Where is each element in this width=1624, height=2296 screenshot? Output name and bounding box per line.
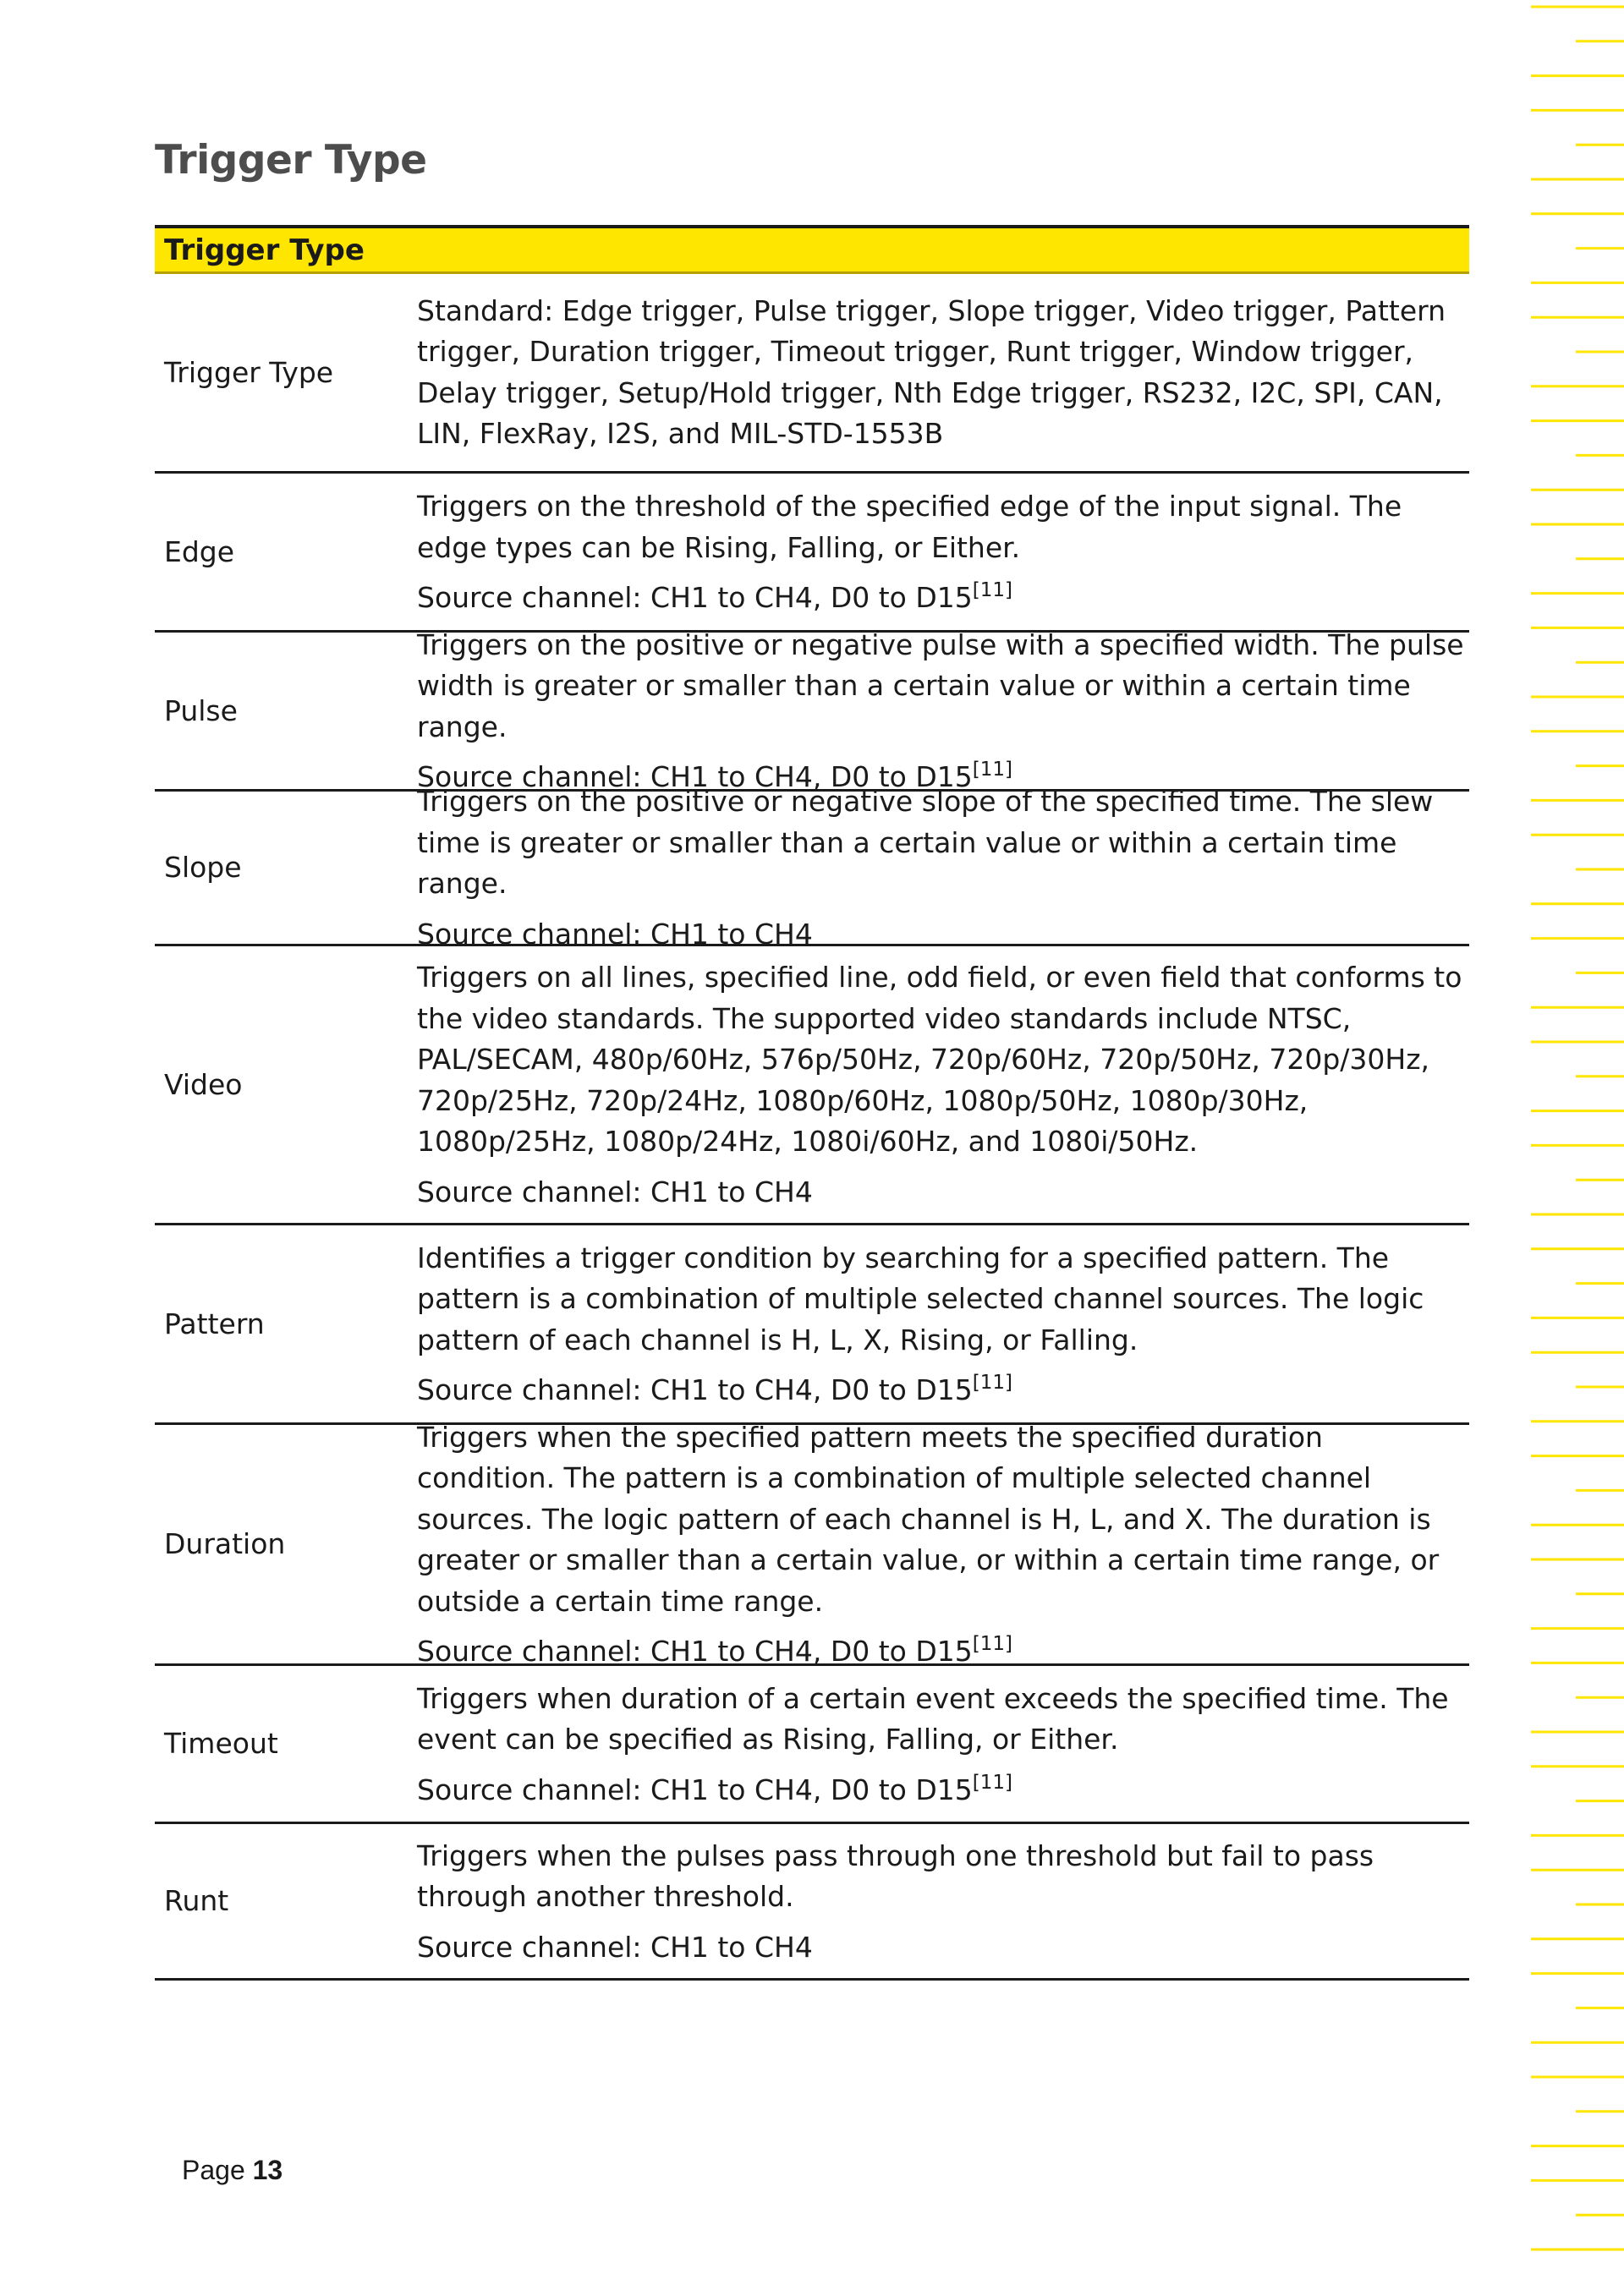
source-channel-value: Source channel: CH1 to CH4 <box>417 917 813 951</box>
footnote-ref: [11] <box>972 1633 1012 1656</box>
footnote-ref: [11] <box>972 759 1012 781</box>
table-row <box>155 1824 1469 1981</box>
description-text: Triggers on the positive or negative slope of the specified time. The slew time is greater or smaller than a certain value or within a certain time range. <box>417 785 1434 901</box>
source-channel-value: Source channel: CH1 to CH4, D0 to D15 <box>417 581 973 614</box>
row-label: Edge <box>164 534 235 568</box>
footnote-ref: [11] <box>972 579 1012 601</box>
source-channel-text <box>417 578 1469 617</box>
source-channel-value: Source channel: CH1 to CH4 <box>417 1930 813 1964</box>
table-row <box>155 474 1469 633</box>
table-row <box>155 1225 1469 1425</box>
row-description <box>417 771 1469 964</box>
source-channel-value: Source channel: CH1 to CH4, D0 to D15 <box>417 1773 973 1806</box>
footnote-ref: [11] <box>972 1771 1012 1794</box>
row-label: Pattern <box>164 1307 265 1340</box>
row-label: Video <box>164 1067 243 1101</box>
page-number: 13 <box>252 2155 283 2185</box>
trigger-type-table <box>155 225 1469 1981</box>
table-row <box>155 946 1469 1225</box>
source-channel-value: Source channel: CH1 to CH4, D0 to D15 <box>417 760 973 794</box>
table-row <box>155 627 1469 794</box>
source-channel-value: Source channel: CH1 to CH4, D0 to D15 <box>417 1373 973 1407</box>
row-label: Slope <box>164 851 242 884</box>
source-channel-text <box>417 1771 1469 1810</box>
page-footer <box>182 2155 283 2186</box>
description-text: Triggers when duration of a certain event exceeds the specified time. The event can be specified as Rising, Falling, or Either. <box>417 1681 1449 1756</box>
row-label: Timeout <box>164 1727 278 1760</box>
source-channel-value: Source channel: CH1 to CH4 <box>417 1175 813 1208</box>
description-text: Triggers on all lines, specified line, odd field, or even field that conforms to the video standards. The supported video standards include NTSC, PAL/SECAM, 480p/60Hz, 576p/50Hz, 720p/60Hz, 720p/50Hz, 720p/30Hz, 720p/25Hz, 720p/24Hz, 1080p/60Hz, 1080p/50Hz, 1080p/30Hz, 1080p/25Hz, 1080p/24Hz, 1080i/60Hz, and 1080i/50Hz. <box>417 961 1462 1159</box>
description-text: Triggers when the specified pattern meets the specified duration condition. The pattern is a combination of multiple selected channel sources. The logic pattern of each channel is H, L, and X. The duration is greater or smaller than a certain value, or within a certain time range, or outside a certain time range. <box>417 1420 1440 1618</box>
page-label: Page <box>182 2155 245 2185</box>
table-row <box>155 274 1469 474</box>
decorative-margin-lines <box>1527 0 1624 2296</box>
description-text: Triggers on the threshold of the specified edge of the input signal. The edge types can be Rising, Falling, or Either. <box>417 490 1402 564</box>
source-channel-text <box>417 1632 1469 1671</box>
source-channel-value: Source channel: CH1 to CH4, D0 to D15 <box>417 1635 973 1669</box>
description-text: Identifies a trigger condition by searching for a specified pattern. The pattern is a combination of multiple selected channel sources. The logic pattern of each channel is H, L, X, Rising, or Falling. <box>417 1241 1424 1356</box>
table-row <box>155 1666 1469 1824</box>
table-row <box>155 785 1469 951</box>
footnote-ref: [11] <box>972 1372 1012 1395</box>
table-body <box>155 274 1469 1981</box>
description-text: Triggers on the positive or negative pulse with a specified width. The pulse width is greater or smaller than a certain value or within a certain time range. <box>417 627 1464 743</box>
row-description <box>417 947 1469 1222</box>
description-text: Triggers when the pulses pass through one threshold but fail to pass through another threshold. <box>417 1838 1374 1913</box>
source-channel-text <box>417 1173 1469 1212</box>
row-label: Duration <box>164 1527 286 1560</box>
page-title: Trigger Type <box>155 137 427 184</box>
table-header: Trigger Type <box>155 225 1469 274</box>
row-label: Trigger Type <box>164 355 334 389</box>
row-description <box>417 281 1469 465</box>
source-channel-text <box>417 1928 1469 1967</box>
row-label: Pulse <box>164 693 238 727</box>
row-description <box>417 476 1469 627</box>
row-description <box>417 1826 1469 1977</box>
row-description <box>417 1228 1469 1421</box>
row-label: Runt <box>164 1884 229 1917</box>
row-description <box>417 1669 1469 1820</box>
source-channel-text <box>417 1371 1469 1410</box>
table-row <box>155 1420 1469 1669</box>
row-description <box>417 1407 1469 1682</box>
description-text: Standard: Edge trigger, Pulse trigger, Slope trigger, Video trigger, Pattern trigger, Duration trigger, Timeout trigger, Runt trigger, Window trigger, Delay trigger, Setup/Hold trigger, Nth Edge trigger, RS232, I2C, SPI, CAN, LIN, FlexRay, I2S, and MIL-STD-1553B <box>417 293 1446 450</box>
